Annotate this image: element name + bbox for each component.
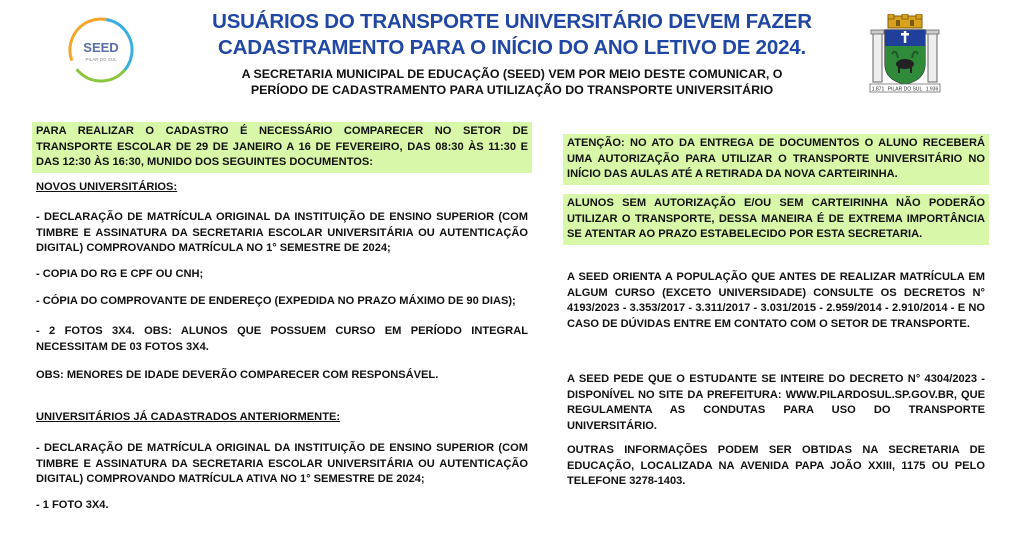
title-line-2: CADASTRAMENTO PARA O INÍCIO DO ANO LETIVO DE 2024.: [218, 36, 806, 59]
intro-text: PARA REALIZAR O CADASTRO É NECESSÁRIO COMPARECER NO SETOR DE TRANSPORTE ESCOLAR DE 29 DE JANEIRO A 16 DE FEVEREIRO, DAS 08:30 ÀS 11:30 E DAS 12:30 ÀS 16:30, MUNIDO DOS SEGUINTES DOCUMENTOS:: [36, 125, 528, 169]
crest-center-text: PILAR DO SUL: [887, 86, 923, 93]
seed-logo: [68, 17, 134, 83]
registered-students-item-1: - DECLARAÇÃO DE MATRÍCULA ORIGINAL DA INSTITUIÇÃO DE ENSINO SUPERIOR (COM TIMBRE E ASSINATURA DA SECRETARIA ESCOLAR UNIVERSITÁRIA OU AUTENTICAÇÃO DIGITAL) COMPROVANDO MATRÍCULA ATIVA NO 1° SEMESTRE DE 2024;: [36, 442, 528, 486]
new-students-item-4: - 2 FOTOS 3X4. OBS: ALUNOS QUE POSSUEM CURSO EM PERÍODO INTEGRAL NECESSITAM DE 03 FOTOS 3X4.: [36, 325, 528, 353]
subtitle-line-2: PERÍODO DE CADASTRAMENTO PARA UTILIZAÇÃO DO TRANSPORTE UNIVERSITÁRIO: [250, 83, 774, 97]
seed-logo-text: SEED: [83, 40, 119, 55]
title-line-1: USUÁRIOS DO TRANSPORTE UNIVERSITÁRIO DEVEM FAZER: [212, 10, 812, 33]
municipal-crest: [868, 14, 942, 96]
new-students-heading: NOVOS UNIVERSITÁRIOS:: [36, 181, 178, 193]
page-title: [180, 9, 844, 61]
contact-paragraph: OUTRAS INFORMAÇÕES PODEM SER OBTIDAS NA SECRETARIA DE EDUCAÇÃO, LOCALIZADA NA AVENIDA PAPA JOÃO XXIII, 1175 OU PELO TELEFONE 3278-1403.: [567, 444, 985, 488]
registered-students-item-2: - 1 FOTO 3X4.: [36, 499, 109, 511]
registered-students-heading: UNIVERSITÁRIOS JÁ CADASTRADOS ANTERIORMENTE:: [36, 411, 341, 423]
warning-notice: ALUNOS SEM AUTORIZAÇÃO E/OU SEM CARTEIRINHA NÃO PODERÃO UTILIZAR O TRANSPORTE, DESSA MANEIRA É DE EXTREMA IMPORTÂNCIA SE ATENTAR AO PRAZO ESTABELECIDO POR ESTA SECRETARIA.: [563, 194, 989, 245]
crest-right-year: 1.936: [925, 86, 939, 93]
new-students-item-3: - CÓPIA DO COMPROVANTE DE ENDEREÇO (EXPEDIDA NO PRAZO MÁXIMO DE 90 DIAS);: [36, 295, 516, 307]
new-students-item-1: - DECLARAÇÃO DE MATRÍCULA ORIGINAL DA INSTITUIÇÃO DE ENSINO SUPERIOR (COM TIMBRE E ASSINATURA DA SECRETARIA ESCOLAR UNIVERSITÁRIA OU AUTENTICAÇÃO DIGITAL) COMPROVANDO MATRÍCULA NO 1° SEMESTRE DE 2024;: [36, 211, 528, 255]
orientation-paragraph: A SEED ORIENTA A POPULAÇÃO QUE ANTES DE REALIZAR MATRÍCULA EM ALGUM CURSO (EXCETO UNIVERSIDADE) CONSULTE OS DECRETOS N° 4193/2023 - 3.353/2017 - 3.311/2017 - 3.031/2015 - 2.959/2014 - 2.910/2014 - E NO CASO DE DÚVIDAS ENTRE EM CONTATO COM O SETOR DE TRANSPORTE.: [567, 271, 985, 330]
crest-left-year: 1.871: [871, 86, 885, 93]
subtitle-line-1: A SECRETARIA MUNICIPAL DE EDUCAÇÃO (SEED) VEM POR MEIO DESTE COMUNICAR, O: [241, 67, 783, 81]
seed-logo-subtext: PILAR DO SUL: [85, 57, 117, 62]
intro-paragraph: [32, 122, 532, 173]
attention-notice: ATENÇÃO: NO ATO DA ENTREGA DE DOCUMENTOS O ALUNO RECEBERÁ UMA AUTORIZAÇÃO PARA UTILIZAR O TRANSPORTE UNIVERSITÁRIO NO INÍCIO DAS AULAS ATÉ A RETIRADA DA NOVA CARTEIRINHA.: [563, 134, 989, 185]
minors-note: OBS: MENORES DE IDADE DEVERÃO COMPARECER COM RESPONSÁVEL.: [36, 369, 439, 381]
new-students-item-2: - COPIA DO RG E CPF OU CNH;: [36, 268, 204, 280]
decree-paragraph: A SEED PEDE QUE O ESTUDANTE SE INTEIRE DO DECRETO N° 4304/2023 - DISPONÍVEL NO SITE DA PREFEITURA: WWW.PILARDOSUL.SP.GOV.BR, QUE REGULAMENTA AS CONDUTAS PARA USO DO TRANSPORTE UNIVERSITÁRIO.: [567, 373, 985, 432]
page-subtitle: [190, 66, 834, 98]
